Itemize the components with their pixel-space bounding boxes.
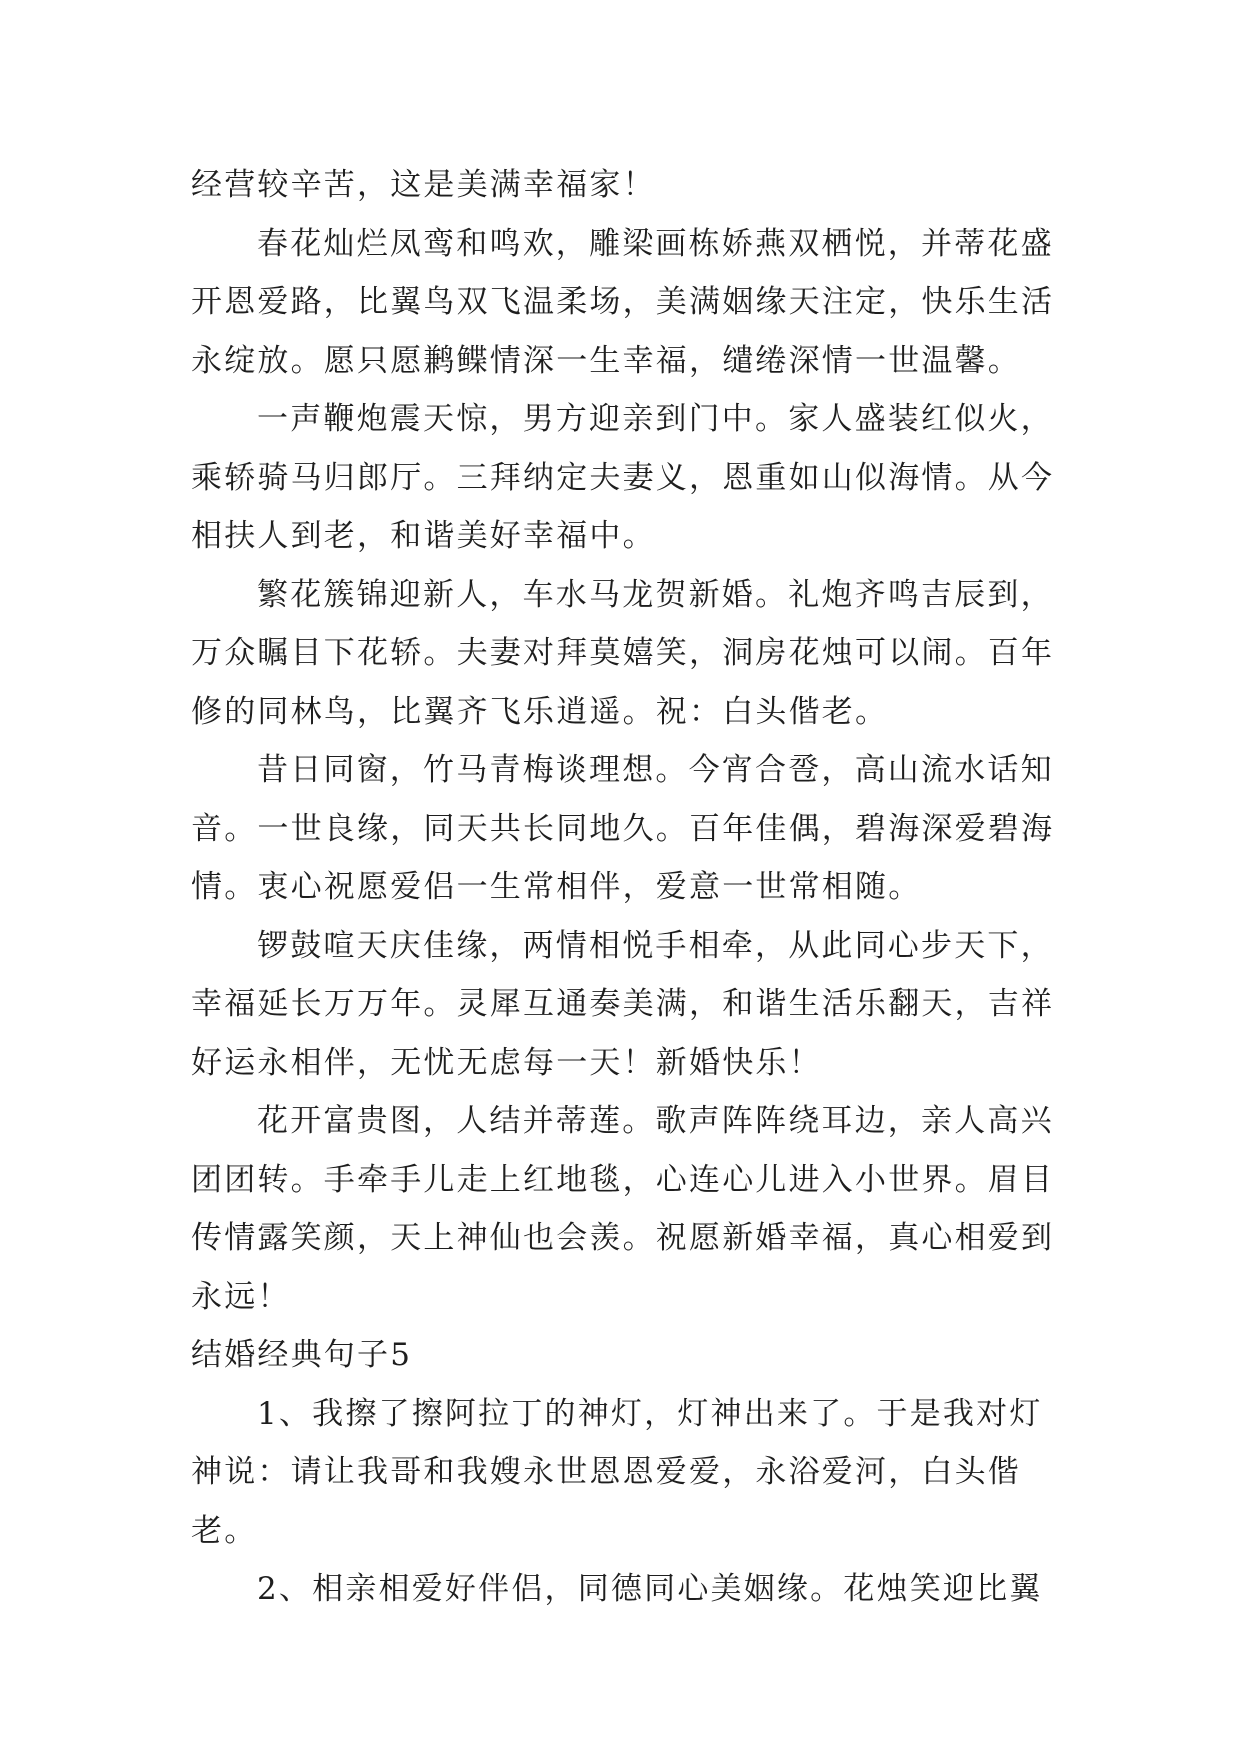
paragraph: 花开富贵图，人结并蒂莲。歌声阵阵绕耳边，亲人高兴团团转。手牵手儿走上红地毯，心连心儿进入小世界。眉目传情露笑颜，天上神仙也会羡。祝愿新婚幸福，真心相爱到永远！ xyxy=(191,1103,1055,1315)
section-heading: 结婚经典句子5 xyxy=(191,1337,413,1373)
paragraph: 1、我擦了擦阿拉丁的神灯，灯神出来了。于是我对灯神说：请让我哥和我嫂永世恩恩爱爱，永浴爱河，白头偕老。 xyxy=(191,1395,1043,1549)
paragraph: 锣鼓喧天庆佳缘，两情相悦手相牵，从此同心步天下，幸福延长万万年。灵犀互通奏美满，和谐生活乐翻天，吉祥好运永相伴，无忧无虑每一天！新婚快乐！ xyxy=(191,927,1055,1081)
paragraph: 昔日同窗，竹马青梅谈理想。今宵合卺，高山流水话知音。一世良缘，同天共长同地久。百年佳偶，碧海深爱碧海情。衷心祝愿爱侣一生常相伴，爱意一世常相随。 xyxy=(191,752,1055,905)
paragraph: 春花灿烂凤鸾和鸣欢，雕梁画栋娇燕双栖悦，并蒂花盛开恩爱路，比翼鸟双飞温柔场，美满姻缘天注定，快乐生活永绽放。愿只愿鹣鲽情深一生幸福，缱绻深情一世温馨。 xyxy=(191,225,1055,379)
paragraph: 繁花簇锦迎新人，车水马龙贺新婚。礼炮齐鸣吉辰到，万众瞩目下花轿。夫妻对拜莫嬉笑，洞房花烛可以闹。百年修的同林鸟，比翼齐飞乐逍遥。祝：白头偕老。 xyxy=(191,576,1055,730)
paragraph: 经营较辛苦，这是美满幸福家！ xyxy=(191,167,656,203)
paragraph: 一声鞭炮震天惊，男方迎亲到门中。家人盛装红似火，乘轿骑马归郎厅。三拜纳定夫妻义，恩重如山似海情。从今相扶人到老，和谐美好幸福中。 xyxy=(191,401,1055,554)
document-body xyxy=(191,156,1071,1619)
paragraph: 2、相亲相爱好伴侣，同德同心美姻缘。花烛笑迎比翼 xyxy=(257,1571,1043,1607)
